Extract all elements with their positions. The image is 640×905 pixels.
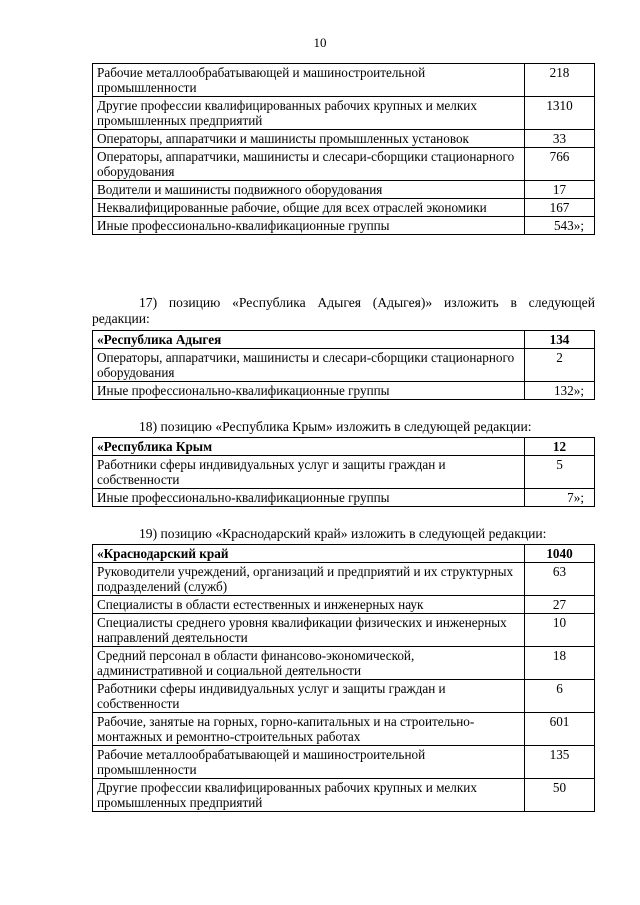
table-krasnodar xyxy=(92,544,595,812)
row-label: Рабочие, занятые на горных, горно-капитальных и на строительно-монтажных и ремонтно-строительных работах xyxy=(93,713,525,746)
row-label: Работники сферы индивидуальных услуг и защиты граждан и собственности xyxy=(93,456,525,489)
paragraph-19-text: 19) позицию «Краснодарский край» изложить в следующей редакции: xyxy=(139,526,547,541)
region-name: «Республика Адыгея xyxy=(93,331,525,349)
row-value: 135 xyxy=(525,746,595,779)
table-crimea-body xyxy=(93,438,595,507)
row-label: Операторы, аппаратчики, машинисты и слесари-сборщики стационарного оборудования xyxy=(93,148,525,181)
row-value: 33 xyxy=(525,130,595,148)
table-crimea xyxy=(92,437,595,507)
table-row xyxy=(93,779,595,812)
row-label: Работники сферы индивидуальных услуг и защиты граждан и собственности xyxy=(93,680,525,713)
table-head-row xyxy=(93,438,595,456)
row-value: 218 xyxy=(525,64,595,97)
table-row xyxy=(93,181,595,199)
row-value: 6 xyxy=(525,680,595,713)
table-adygea-body xyxy=(93,331,595,400)
table-continuation xyxy=(92,63,595,235)
table-row xyxy=(93,199,595,217)
table-adygea xyxy=(92,330,595,400)
table-head-row xyxy=(93,331,595,349)
table-row xyxy=(93,713,595,746)
paragraph-18 xyxy=(92,419,595,435)
row-label: Иные профессионально-квалификационные группы xyxy=(93,217,525,235)
row-value: 7»; xyxy=(525,489,595,507)
table-row xyxy=(93,456,595,489)
page-number: 10 xyxy=(313,35,327,50)
row-value: 63 xyxy=(525,563,595,596)
row-label: Водители и машинисты подвижного оборудования xyxy=(93,181,525,199)
paragraph-19 xyxy=(92,526,595,542)
row-label: Неквалифицированные рабочие, общие для всех отраслей экономики xyxy=(93,199,525,217)
row-value: 766 xyxy=(525,148,595,181)
row-label: Рабочие металлообрабатывающей и машиностроительной промышленности xyxy=(93,746,525,779)
table-row xyxy=(93,680,595,713)
table-row xyxy=(93,382,595,400)
row-label: Иные профессионально-квалификационные группы xyxy=(93,382,525,400)
row-value: 27 xyxy=(525,596,595,614)
table-row xyxy=(93,217,595,235)
row-value: 167 xyxy=(525,199,595,217)
row-label: Руководители учреждений, организаций и предприятий и их структурных подразделений (служб) xyxy=(93,563,525,596)
table-row xyxy=(93,64,595,97)
row-value: 543»; xyxy=(525,217,595,235)
row-label: Другие профессии квалифицированных рабочих крупных и мелких промышленных предприятий xyxy=(93,97,525,130)
row-value: 17 xyxy=(525,181,595,199)
table-row xyxy=(93,614,595,647)
paragraph-17-text: 17) позицию «Республика Адыгея (Адыгея)» изложить в следующей редакции: xyxy=(92,295,595,326)
row-value: 10 xyxy=(525,614,595,647)
row-label: Специалисты среднего уровня квалификации физических и инженерных направлений деятельности xyxy=(93,614,525,647)
table-row xyxy=(93,130,595,148)
row-value: 601 xyxy=(525,713,595,746)
table-row xyxy=(93,596,595,614)
region-name: «Краснодарский край xyxy=(93,545,525,563)
table-row xyxy=(93,97,595,130)
row-value: 1310 xyxy=(525,97,595,130)
row-value: 132»; xyxy=(525,382,595,400)
table-continuation-body xyxy=(93,64,595,235)
paragraph-17 xyxy=(92,295,595,327)
table-krasnodar-body xyxy=(93,545,595,812)
row-label: Другие профессии квалифицированных рабочих крупных и мелких промышленных предприятий xyxy=(93,779,525,812)
row-label: Операторы, аппаратчики, машинисты и слесари-сборщики стационарного оборудования xyxy=(93,349,525,382)
row-value: 5 xyxy=(525,456,595,489)
paragraph-18-text: 18) позицию «Республика Крым» изложить в следующей редакции: xyxy=(139,419,532,434)
row-label: Рабочие металлообрабатывающей и машиностроительной промышленности xyxy=(93,64,525,97)
row-label: Специалисты в области естественных и инженерных наук xyxy=(93,596,525,614)
row-label: Операторы, аппаратчики и машинисты промышленных установок xyxy=(93,130,525,148)
row-value: 2 xyxy=(525,349,595,382)
table-head-row xyxy=(93,545,595,563)
region-total: 12 xyxy=(525,438,595,456)
row-value: 18 xyxy=(525,647,595,680)
table-row xyxy=(93,647,595,680)
table-row xyxy=(93,349,595,382)
row-value: 50 xyxy=(525,779,595,812)
region-total: 134 xyxy=(525,331,595,349)
region-name: «Республика Крым xyxy=(93,438,525,456)
row-label: Иные профессионально-квалификационные группы xyxy=(93,489,525,507)
table-row xyxy=(93,489,595,507)
region-total: 1040 xyxy=(525,545,595,563)
row-label: Средний персонал в области финансово-экономической, административной и социальной деятельности xyxy=(93,647,525,680)
table-row xyxy=(93,148,595,181)
table-row xyxy=(93,746,595,779)
table-row xyxy=(93,563,595,596)
